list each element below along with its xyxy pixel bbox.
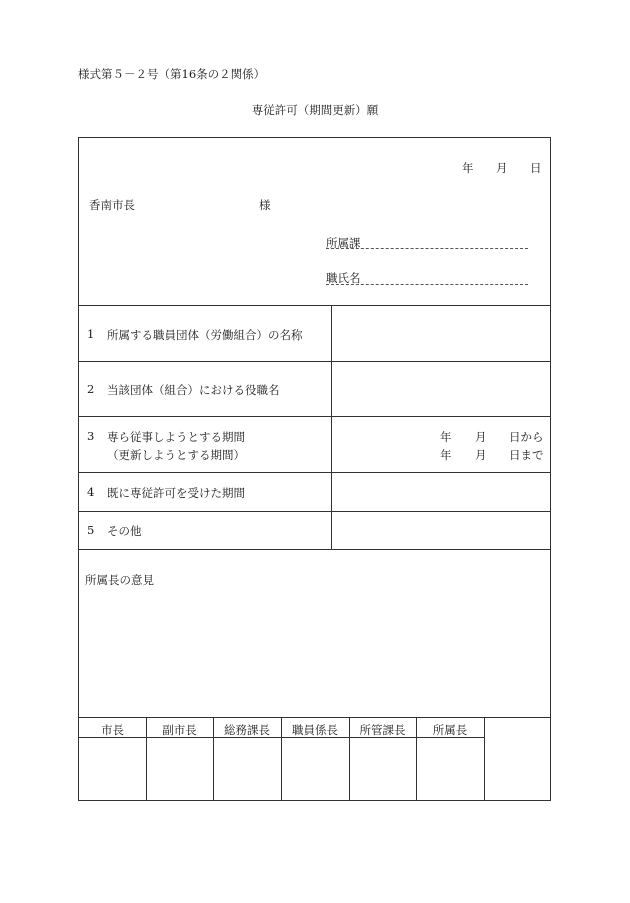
period-from-month: 月 [475,430,487,444]
divider [79,305,550,306]
divider [79,717,550,718]
addressee-name: 香南市長 [89,198,135,212]
item-3-sublabel: （更新しようとする期間） [107,448,245,462]
column-divider [331,305,332,549]
opinion-label: 所属長の意見 [85,573,154,587]
department-field[interactable] [326,248,528,249]
approval-label-deputy-mayor: 副市長 [162,723,197,737]
item-1-value-field[interactable] [333,307,549,360]
form-title: 専従許可（期間更新）願 [251,103,379,117]
name-label: 職氏名 [326,271,361,285]
item-4-label: 既に専従許可を受けた期間 [107,486,245,500]
name-field[interactable] [326,284,528,285]
opinion-field[interactable] [83,590,545,714]
divider [79,511,550,512]
period-from-year: 年 [440,430,452,444]
approval-label-staff-chief: 職員係長 [292,723,338,737]
divider [79,472,550,473]
item-2-value-field[interactable] [333,363,549,415]
addressee-honorific: 様 [259,198,271,212]
period-to-year: 年 [440,448,452,462]
column-divider [484,717,485,801]
item-3-label: 専ら従事しようとする期間 [107,430,245,444]
item-5-value-field[interactable] [333,513,549,548]
approval-label-department-head: 所属長 [432,723,468,737]
approval-label-mayor: 市長 [101,723,124,737]
date-month-label: 月 [496,161,508,175]
divider [79,361,550,362]
period-from-day: 日から [509,430,544,444]
approval-label-supervising-chief: 所管課長 [359,723,406,737]
form-number: 様式第５－２号（第16条の２関係） [78,67,266,81]
item-4-number: 4 [87,485,95,499]
divider [79,549,550,550]
divider [79,416,550,417]
item-2-number: 2 [87,382,95,396]
department-label: 所属課 [326,236,361,250]
item-2-label: 当該団体（組合）における役職名 [107,383,280,397]
item-1-number: 1 [87,327,95,341]
period-to-day: 日まで [509,448,544,462]
item-5-number: 5 [87,523,95,537]
period-to-month: 月 [475,448,487,462]
item-1-label: 所属する職員団体（労働組合）の名称 [107,328,303,342]
item-4-value-field[interactable] [333,474,549,510]
item-5-label: その他 [107,524,142,538]
application-form-frame [78,137,551,801]
date-year-label: 年 [462,161,474,175]
approval-label-general-affairs-chief: 総務課長 [224,723,270,737]
item-3-number: 3 [87,429,95,443]
date-day-label: 日 [530,161,542,175]
